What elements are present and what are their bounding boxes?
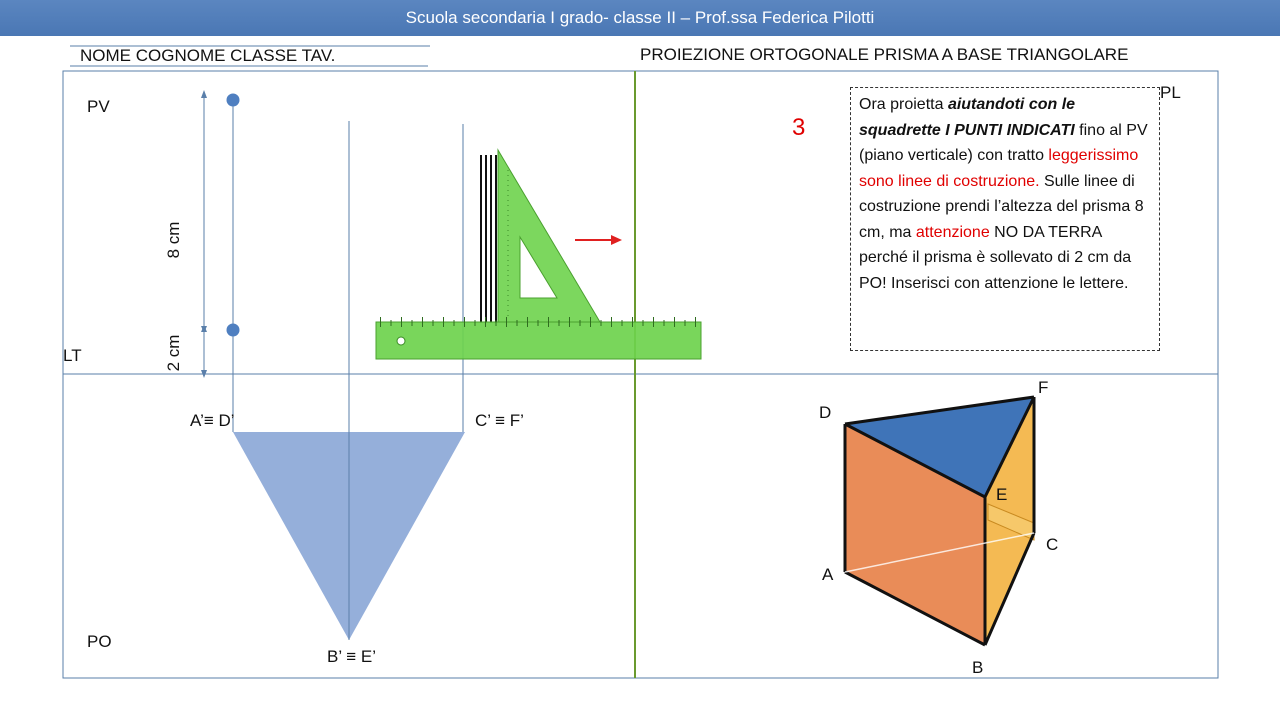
- prism-label-f: F: [1038, 378, 1049, 397]
- prism-label-d: D: [819, 403, 832, 422]
- prism-label-b: B: [972, 658, 984, 677]
- instruction-emphasis: aiutandoti con le squadrette I PUNTI INDICATI: [859, 96, 1076, 139]
- prism-label-e: E: [996, 485, 1008, 504]
- prism-3d: [845, 397, 1034, 645]
- header-title: Scuola secondaria I grado- classe II – Prof.ssa Federica Pilotti: [405, 8, 875, 27]
- instruction-red-1: leggerissimo sono linee di costruzione.: [859, 147, 1139, 190]
- instruction-text-1: Ora proietta: [859, 96, 948, 113]
- instruction-text-3: Sulle linee di costruzione prendi l’altezza del prisma 8 cm, ma: [859, 172, 1144, 241]
- label-a-d-prime: A’≡ D’: [190, 411, 235, 430]
- label-c-f-prime: C’ ≡ F’: [475, 411, 524, 430]
- instruction-text-4: NO DA TERRA perché il prisma è sollevato di 2 cm da PO! Inserisci con attenzione le lettere.: [859, 223, 1132, 292]
- point-top: [227, 94, 240, 107]
- point-base: [227, 324, 240, 337]
- red-arrow-head: [611, 235, 622, 245]
- instruction-red-2: attenzione: [915, 223, 990, 241]
- raise-measure: 2 cm: [164, 334, 183, 372]
- step-number: 3: [792, 114, 806, 141]
- pv-label: PV: [87, 97, 110, 116]
- instruction-box: [850, 87, 1160, 351]
- dimension-arrow-top: [201, 90, 207, 98]
- height-measure: 8 cm: [164, 221, 183, 259]
- lt-label: LT: [63, 346, 82, 365]
- instruction-text-2: fino al PV (piano verticale) con tratto: [859, 121, 1148, 164]
- prism-label-a: A: [822, 565, 834, 584]
- set-square: [480, 150, 600, 323]
- prism-label-c: C: [1046, 535, 1059, 554]
- label-b-e-prime: B’ ≡ E’: [327, 647, 376, 666]
- pl-label: PL: [1160, 83, 1181, 102]
- diagram-title: PROIEZIONE ORTOGONALE PRISMA A BASE TRIANGOLARE: [640, 45, 1129, 64]
- ruler: [376, 322, 701, 359]
- po-label: PO: [87, 632, 112, 651]
- name-field: NOME COGNOME CLASSE TAV.: [80, 46, 336, 65]
